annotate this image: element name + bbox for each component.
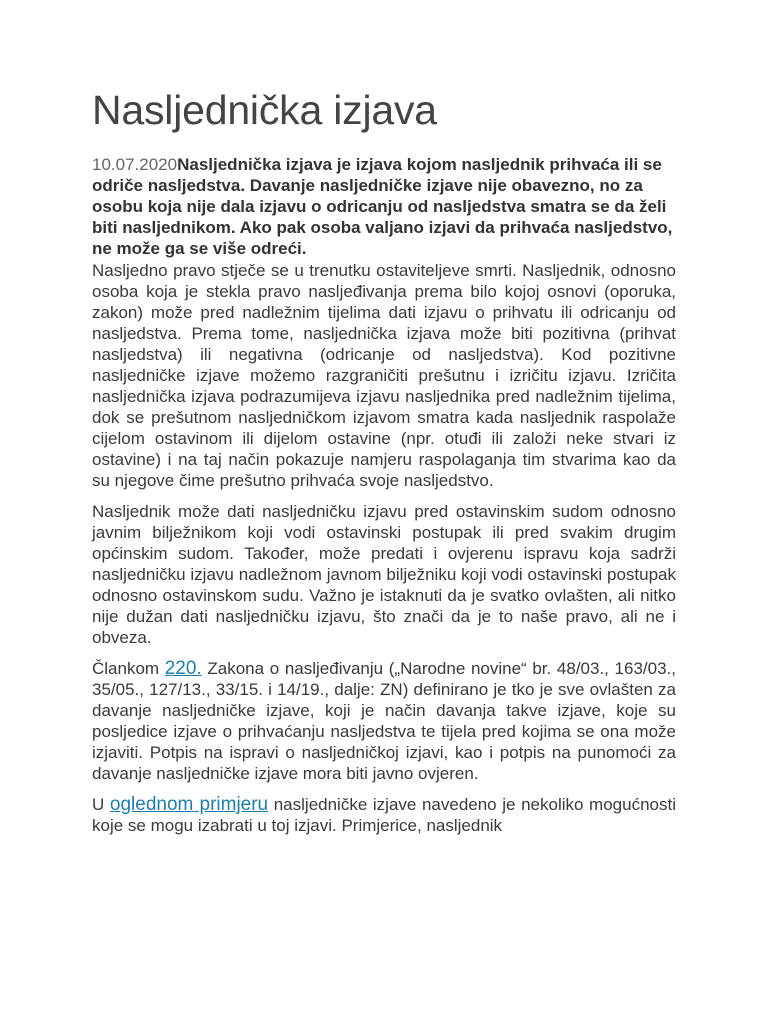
paragraph-2: Nasljednik može dati nasljedničku izjavu pred ostavinskim sudom odnosno javnim bilježnikom koji vodi ostavinski postupak ili pred svakim drugim općinskim sudom. Također, može predati i ovjerenu ispravu koja sadrži nasljedničku izjavu nadležnom javnom bilježniku koji vodi ostavinski postupak odnosno ostavinskom sudu. Važno je istaknuti da je svatko ovlašten, ali nitko nije dužan dati nasljedničku izjavu, što znači da je to naše pravo, ali ne i obveza. bbox=[92, 502, 676, 647]
paragraph-1: Nasljedno pravo stječe se u trenutku ostaviteljeve smrti. Nasljednik, odnosno osoba koja je stekla pravo nasljeđivanja prema bilo kojoj osnovi (oporuka, zakon) može pred nadležnim tijelima dati izjavu o prihvatu ili odricanju od nasljedstva. Prema tome, nasljednička izjava može biti pozitivna (prihvat nasljedstva) ili negativna (odricanje od nasljedstva). Kod pozitivne nasljedničke izjave možemo razgraničiti prešutnu i izričitu izjavu. Izričita nasljednička izjava podrazumijeva izjavu nasljednika pred nadležnim tijelima, dok se prešutnom nasljedničkom izjavom smatra kada nasljednik raspolaže cijelom ostavinom ili dijelom ostavine (npr. otuđi ili založi neke stvari iz ostavine) i na taj način pokazuje namjeru raspolaganja tim stvarima kao da su njegove čime prešutno prihvaća svoje nasljedstvo. bbox=[92, 261, 676, 490]
article-lead bbox=[92, 154, 676, 259]
publish-date: 10.07.2020 bbox=[92, 155, 178, 174]
article-220-link[interactable]: 220. bbox=[164, 658, 202, 679]
lead-text: Nasljednička izjava je izjava kojom nasljednik prihvaća ili se odriče nasljedstva. Davanje nasljedničke izjave nije obavezno, no za osobu koja nije dala izjavu o odricanju od nasljedstva smatra se da želi biti nasljednikom. Ako pak osoba valjano izjavi da prihvaća nasljedstvo, ne može ga se više odreći. bbox=[92, 155, 673, 258]
sample-example-link[interactable]: oglednom primjeru bbox=[109, 794, 269, 815]
paragraph-3-start: Člankom bbox=[92, 659, 165, 678]
paragraph-4-start: U bbox=[92, 795, 110, 814]
article bbox=[92, 84, 676, 846]
paragraph-3 bbox=[92, 658, 676, 784]
paragraph-4-rest: nasljedničke izjave navedeno je nekoliko mogućnosti koje se mogu izabrati u toj izjavi. Primjerice, nasljednik bbox=[92, 795, 676, 835]
page-title: Nasljednička izjava bbox=[92, 87, 437, 133]
paragraph-4 bbox=[92, 794, 676, 836]
paragraph-3-rest: Zakona o nasljeđivanju („Narodne novine“ br. 48/03., 163/03., 35/05., 127/13., 33/15. i 14/19., dalje: ZN) definirano je tko je sve ovlašten za davanje nasljedničke izjave, koji je način davanja takve izjave, koje su posljedice izjave o prihvaćanju nasljedstva te tijela pred kojima se ona može izjaviti. Potpis na ispravi o nasljedničkoj izjavi, kao i potpis na punomoći za davanje nasljedničke izjave mora biti javno ovjeren. bbox=[92, 659, 676, 783]
